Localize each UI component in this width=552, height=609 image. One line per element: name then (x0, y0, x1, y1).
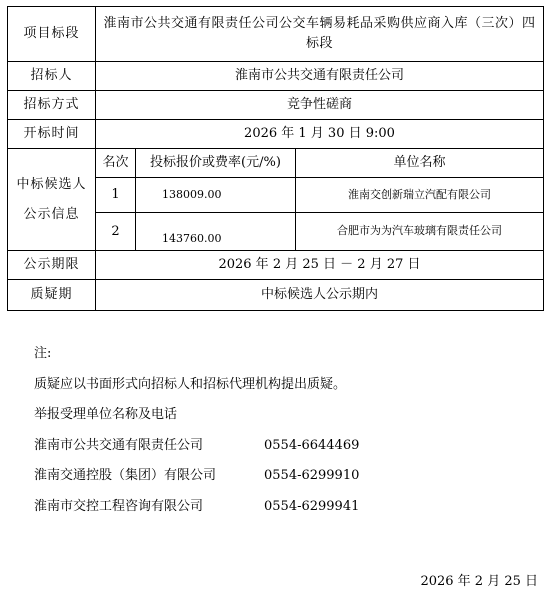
project-value: 淮南市公共交通有限责任公司公交车辆易耗品采购供应商入库（三次）四标段 (96, 7, 544, 62)
rank-cell: 2 (96, 213, 136, 251)
contact-row (34, 431, 359, 462)
contact-row (34, 492, 359, 523)
contact-phone: 0554-6644469 (264, 437, 360, 453)
period-label: 公示期限 (8, 251, 96, 280)
period-value: 2026 年 2 月 25 日 － 2 月 27 日 (96, 251, 544, 280)
query-label: 质疑期 (8, 280, 96, 311)
method-label: 招标方式 (8, 91, 96, 120)
announcement-table (7, 6, 544, 311)
notes-title: 注: (34, 346, 52, 361)
contact-row (34, 461, 359, 492)
contact-name: 淮南市公共交通有限责任公司 (34, 437, 204, 453)
open-time-value: 2026 年 1 月 30 日 9:00 (96, 120, 544, 149)
open-time-label: 开标时间 (8, 120, 96, 149)
col-unit-header: 单位名称 (296, 149, 544, 178)
tenderer-label: 招标人 (8, 62, 96, 91)
candidates-label: 中标候选人公示信息 (8, 149, 96, 251)
tenderer-value: 淮南市公共交通有限责任公司 (96, 62, 544, 91)
method-value: 竞争性磋商 (96, 91, 544, 120)
notes-line-1: 质疑应以书面形式向招标人和招标代理机构提出质疑。 (34, 376, 347, 392)
contact-phone: 0554-6299941 (264, 498, 360, 514)
col-rank-header: 名次 (96, 149, 136, 178)
announcement-date: 2026 年 2 月 25 日 (420, 574, 538, 589)
rank-cell: 1 (96, 178, 136, 213)
price-cell: 138009.00 (136, 178, 296, 213)
price-cell: 143760.00 (136, 213, 296, 251)
col-price-header: 投标报价或费率(元/%) (136, 149, 296, 178)
notes-section (34, 339, 359, 522)
project-label: 项目标段 (8, 7, 96, 62)
unit-cell: 合肥市为为汽车玻璃有限责任公司 (296, 213, 544, 251)
contact-name: 淮南交通控股（集团）有限公司 (34, 468, 217, 483)
contact-name: 淮南市交控工程咨询有限公司 (34, 498, 204, 514)
notes-line-2: 举报受理单位名称及电话 (34, 407, 178, 422)
unit-cell: 淮南交创新瑞立汽配有限公司 (296, 178, 544, 213)
contact-phone: 0554-6299910 (264, 468, 360, 483)
query-value: 中标候选人公示期内 (96, 280, 544, 311)
